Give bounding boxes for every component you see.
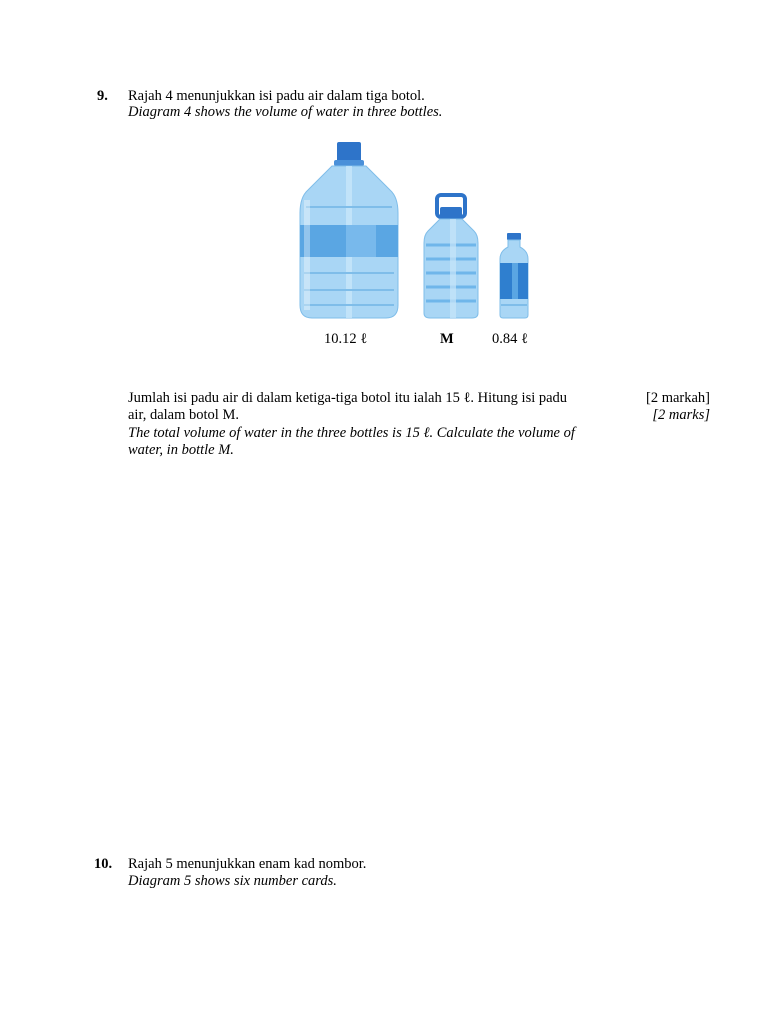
question-9-text-en-2: water, in bottle M. [128,442,234,458]
bottles-diagram [290,135,540,330]
large-bottle-image [300,142,398,318]
question-9-text-en-1: The total volume of water in the three bottles is 15 ℓ. Calculate the volume of [128,425,575,441]
small-bottle-image [500,233,528,318]
bottle-label-large: 10.12 ℓ [324,331,368,347]
question-9-intro-ms: Rajah 4 menunjukkan isi padu air dalam tiga botol. [128,88,425,104]
question-10-intro-en: Diagram 5 shows six number cards. [128,873,337,889]
question-10-number: 10. [94,856,113,872]
question-9-text-ms-2: air, dalam botol M. [128,407,239,423]
question-9-intro-en: Diagram 4 shows the volume of water in three bottles. [128,104,443,120]
question-10-intro-ms: Rajah 5 menunjukkan enam kad nombor. [128,856,367,872]
question-9-number: 9. [97,88,108,104]
question-9-text-ms-1: Jumlah isi padu air di dalam ketiga-tiga botol itu ialah 15 ℓ. Hitung isi padu [128,390,568,406]
medium-bottle-image [424,195,478,318]
marks-en: [2 marks] [652,407,710,423]
bottle-label-medium: M [440,331,454,347]
marks-ms: [2 markah] [645,390,710,406]
bottle-label-small: 0.84 ℓ [492,331,528,347]
